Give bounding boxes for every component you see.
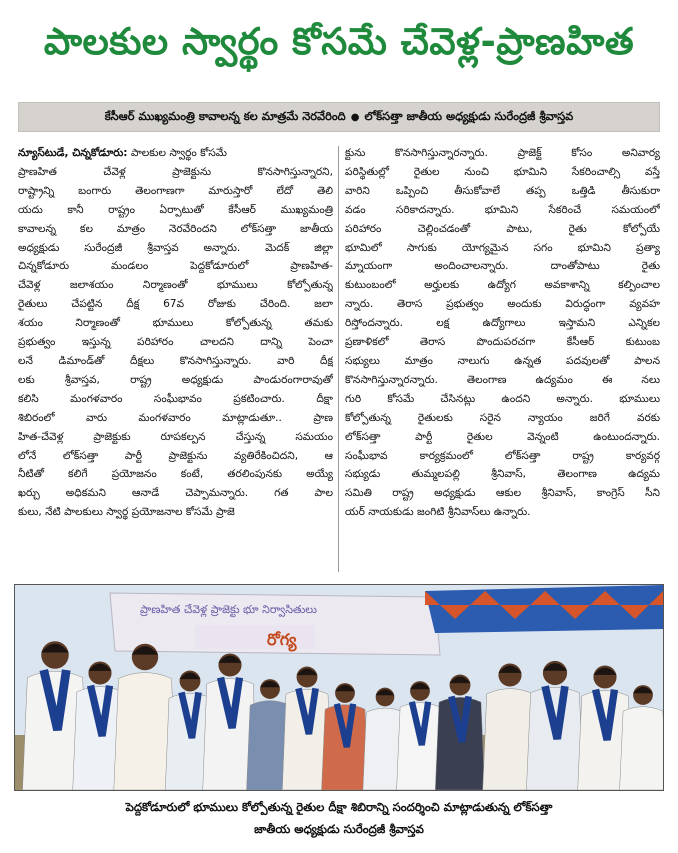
article-line: రాష్ట్రాన్ని బంగారు తెలంగాణగా మారుస్తారో లేదో తెలి — [18, 184, 333, 197]
article-line: కలిసి మంగళవారం సంఘీభావం ప్రకటించారు. దీక్షా — [18, 392, 333, 405]
dateline: న్యూస్‌టుడే, చిన్నకోడూరు: — [18, 147, 128, 159]
article-line: సంఘీభావ కార్యక్రమంలో లోక్‌సత్తా రాష్ట్ర కార్యవర్గ — [345, 449, 660, 462]
article-line: కుటుంబంలో అర్హులకు ఉద్యోగ అవకాశాన్ని కల్పించాల — [345, 279, 660, 292]
article-column-2 — [345, 144, 660, 576]
article-line: లనే డిమాండ్‌తో దీక్షలు కొనసాగిస్తున్నారు. వారి దీక్ష — [18, 354, 333, 367]
headline: పాలకుల స్వార్థం కోసమే చేవెళ్ల-ప్రాణహిత — [43, 20, 635, 63]
article-line: ప్రభుత్వం ఇస్తున్న పరిహారం చాలదని దాన్ని పెంచా — [18, 336, 333, 349]
article-line: మ్నాయంగా అందించాలన్నారు. దాంతోపాటు రైతు — [345, 260, 660, 273]
article-line: కొనసాగిస్తున్నారన్నారు. తెలంగాణ ఉద్యమం ఈ నలు — [345, 373, 660, 386]
news-photo — [14, 584, 664, 791]
article-line: సభ్యులు మాత్రం నాలుగు ఉన్నత పదవులతో పాలన — [345, 354, 660, 367]
article-line: రిస్తోందన్నారు. లక్ష ఉద్యోగాలు ఇస్తామని ఎన్నికల — [345, 317, 660, 330]
caption-line-2: జాతీయ అధ్యక్షుడు సురేంద్రజీ శ్రీవాస్తవ — [254, 822, 424, 836]
article-line: వారిని ఒప్పించి తీసుకోవాలే తప్ప ఒత్తిడి తీసుకురా — [345, 184, 660, 197]
article-line: లోనే లోక్‌సత్తా పార్టీ ప్రాజెక్టును వ్యతిరేకించిదని, ఆ — [18, 449, 333, 462]
article-line: కావాలన్న కల మాత్రం నెరవేరిందని లోక్‌సత్తా జాతీయ — [18, 222, 333, 235]
article-line: నీటితో కలిగే ప్రయోజనం కంటే, తరలింపునకు అయ్యే — [18, 468, 333, 481]
article-line: సమితి రాష్ట్ర అధ్యక్షుడు ఆకుల శ్రీనివాస్, కాంగ్రెస్ సీని — [345, 487, 660, 500]
article-line: అధ్యక్షుడు సురేంద్రజీ శ్రీవాస్తవ అన్నారు. మెదక్ జిల్లా — [18, 241, 333, 254]
column-divider — [338, 146, 339, 572]
article-line: కులు, నేటి పాలకులు స్వార్థ ప్రయోజనాల కోసమే ప్రాజె — [18, 506, 235, 519]
article-line: పరిస్థితుల్లో రైతుల నుంచి భూమిని సేకరించాల్సి వస్తే — [345, 165, 660, 178]
article-line — [18, 144, 333, 163]
article-line: శిబిరంలో వారు మంగళవారం మాట్లాడుతూ.. ప్రాణ — [18, 411, 333, 424]
article-line: చేవెళ్ల జలాశయం నిర్మాణంతో భూములు కోల్పోతున్న — [18, 279, 333, 292]
subheadline-strap — [18, 102, 660, 132]
photo-illustration — [15, 585, 663, 790]
banner-panel — [195, 625, 315, 649]
article-line: ఖర్చు అధికమని ఆనాడే చెప్పామన్నారు. గత పాల — [18, 487, 333, 500]
bullet-icon: ● — [350, 111, 360, 123]
article-line: భూమిలో సాగుకు యోగ్యమైన సగం భూమిని ప్రత్యా — [345, 241, 660, 254]
article-line: లోక్‌సత్తా పార్టీ రైతుల వెన్నంటి ఉంటుందన్నారు. — [345, 430, 660, 443]
photo-caption — [14, 796, 664, 840]
article-line: చిన్నకోడూరు మండలం పెద్దకోడూరులో ప్రాణహిత- — [18, 260, 333, 273]
caption-line-1: పెద్దకోడూరులో భూములు కోల్పోతున్న రైతుల దీక్షా శిబిరాన్ని సందర్శించి మాట్లాడుతున్న లోక్‌సత్తా — [125, 800, 553, 814]
article-line: యదు కానీ రాష్ట్రం ఏర్పాటుతో కేసీఆర్ ముఖ్యమంత్రి — [18, 203, 333, 216]
article-line: క్టును కొనసాగిస్తున్నారన్నారు. ప్రాజెక్ట్ కోసం అనివార్య — [345, 147, 660, 159]
article-line: ప్రణాళికలో తెరాస పొందుపరచగా కేసీఆర్ కుటుంబ — [345, 336, 660, 349]
article-line: న్నారు. తెరాస ప్రభుత్వం అందుకు విరుద్ధంగా వ్యవహ — [345, 298, 660, 311]
banner-text: ప్రాణహిత చేవెళ్ల ప్రాజెక్టు భూ నిర్వాసితులు — [140, 603, 317, 616]
article-line: కోల్పోతున్న రైతులకు సరైన న్యాయం జరిగే వరకు — [345, 411, 660, 424]
article-line: శయం నిర్మాణంతో భూములు కోల్పోతున్న తమకు — [18, 317, 333, 330]
article-column-1 — [18, 144, 333, 576]
strap-left-text: కేసీఆర్ ముఖ్యమంత్రి కావాలన్న కల మాత్రమే నెరవేరింది — [104, 108, 346, 123]
article-body — [18, 144, 660, 576]
article-line: రైతులు చేపట్టిన దీక్ష 67వ రోజుకు చేరింది. జలా — [18, 298, 333, 311]
article-line: ప్రాణహిత చేవెళ్ల ప్రాజెక్టును కొనసాగిస్తున్నారని, — [18, 165, 333, 178]
article-line: వడం సరికాదన్నారు. భూమిని సేకరించే సమయంలో — [345, 203, 660, 216]
article-line: హిత-చేవెళ్ల ప్రాజెక్టుకు రూపకల్పన చేస్తున్న సమయం — [18, 430, 333, 443]
strap-right-text: లోక్‌సత్తా జాతీయ అధ్యక్షుడు సురేంద్రజీ శ్రీవాస్తవ — [364, 108, 574, 123]
article-line: గురి కోసమే చేసినట్లు ఉందని అన్నారు. భూములు — [345, 392, 660, 405]
article-line: సభ్యుడు తుమ్మలపల్లి శ్రీనివాస్, తెలంగాణ ఉద్యమ — [345, 468, 660, 481]
article-line: పరిహారం చెల్లించడంతో పాటు, రైతు కోల్పోయే — [345, 222, 660, 235]
article-line-text: పాలకుల స్వార్థం కోసమే — [127, 147, 227, 159]
article-line: లకు శ్రీవాస్తవ, రాష్ట్ర అధ్యక్షుడు పాండురంగారావుతో — [18, 373, 333, 386]
article-line: యర్ నాయకుడు జంగిటి శ్రీనివాస్‌లు ఉన్నారు. — [345, 506, 531, 519]
tent-word: రోగ్య — [267, 630, 297, 649]
